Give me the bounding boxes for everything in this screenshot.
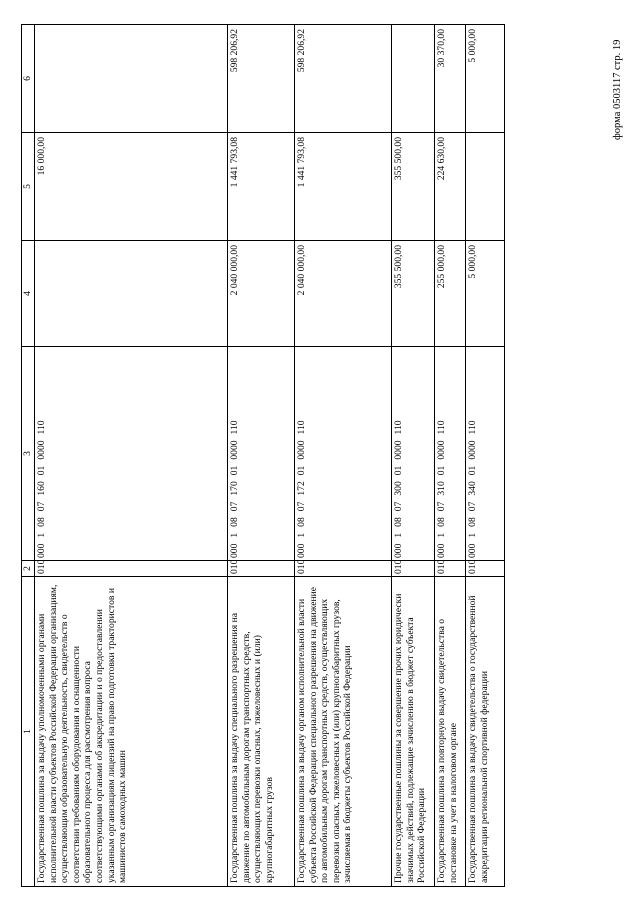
row-budget-code (466, 346, 505, 560)
budget-code-part: 0000 (229, 440, 240, 460)
row-description: Прочие государственные пошлины за совершение прочих юридически значимых действий, подлежащие зачислению в бюджет субъекта Российской Федерации (392, 577, 435, 887)
budget-code-part: 110 (436, 420, 447, 435)
budget-code-part: 1 (229, 532, 240, 538)
row-col5-value: 16 000,00 (35, 132, 228, 240)
budget-code-part: 110 (229, 420, 240, 435)
budget-code-part: 1 (467, 532, 478, 538)
budget-code-part: 08 (296, 517, 307, 527)
row-line-code: 010 (435, 561, 466, 577)
budget-code-part: 1 (36, 532, 47, 538)
row-line-code: 010 (35, 561, 228, 577)
budget-code-part: 000 (36, 543, 47, 558)
row-col4-value: 2 040 000,00 (228, 240, 295, 346)
row-budget-code (435, 346, 466, 560)
budget-code-part: 1 (296, 532, 307, 538)
column-header-4: 4 (22, 240, 35, 346)
budget-code-part: 110 (393, 420, 404, 435)
row-col6-value: 30 370,00 (435, 24, 466, 132)
row-col6-value: 5 000,00 (466, 24, 505, 132)
budget-code-part: 160 (36, 481, 47, 496)
column-header-3: 3 (22, 346, 35, 560)
budget-code-part: 000 (436, 543, 447, 558)
budget-code-part: 08 (229, 517, 240, 527)
budget-code-part: 07 (393, 501, 404, 512)
row-budget-code (295, 346, 392, 560)
budget-code-part: 000 (229, 543, 240, 558)
row-col4-value: 2 040 000,00 (295, 240, 392, 346)
row-col5-value: 1 441 793,08 (295, 132, 392, 240)
row-line-code: 010 (392, 561, 435, 577)
budget-code-part: 170 (229, 481, 240, 496)
row-description: Государственная пошлина за выдачу специального разрешения на движение по автомобильным дорогам транспортных средств, осуществляющих перевозки опасных, тяжеловесных и (или) крупногабаритных грузов (228, 577, 295, 887)
budget-code-part: 01 (296, 465, 307, 476)
row-description: Государственная пошлина за выдачу свидетельства о государственной аккредитации региональной спортивной федерации (466, 577, 505, 887)
row-budget-code (228, 346, 295, 560)
table-row (35, 24, 228, 886)
row-col4-value: 255 000,00 (435, 240, 466, 346)
budget-code-part: 01 (467, 465, 478, 476)
row-col5-value: 1 441 793,08 (228, 132, 295, 240)
budget-code-part: 08 (436, 517, 447, 527)
budget-code-part: 300 (393, 481, 404, 496)
column-header-6: 6 (22, 24, 35, 132)
row-col5-value (466, 132, 505, 240)
row-col4-value: 5 000,00 (466, 240, 505, 346)
row-description: Государственная пошлина за повторную выдачу свидетельства о постановке на учет в налоговом органе (435, 577, 466, 887)
row-col6-value (35, 24, 228, 132)
budget-code-part: 07 (36, 501, 47, 512)
row-line-code: 010 (228, 561, 295, 577)
budget-code-part: 07 (296, 501, 307, 512)
row-line-code: 010 (295, 561, 392, 577)
rotated-page (15, 20, 630, 890)
table-row (466, 24, 505, 886)
budget-code-part: 110 (296, 420, 307, 435)
budget-code-part: 08 (36, 517, 47, 527)
budget-code-part: 08 (467, 517, 478, 527)
budget-code-part: 01 (436, 465, 447, 476)
column-header-5: 5 (22, 132, 35, 240)
budget-code-part: 0000 (36, 440, 47, 460)
budget-code-part: 0000 (436, 440, 447, 460)
budget-code-part: 07 (467, 501, 478, 512)
column-header-1: 1 (22, 577, 35, 887)
header-row (22, 24, 35, 886)
budget-code-part: 172 (296, 481, 307, 496)
row-description: Государственная пошлина за выдачу уполномоченными органами исполнительной власти субъектов Российской Федерации организациям, осуществляющим образовательную деятельность, свидетельств о соответствии требованиям оборудования и оснащенности образовательного процесса для рассмотрения вопроса соответствующими органами об аккредитации и о предоставлении указанным организациям лицензий на право подготовки трактористов и машинистов самоходных машин (35, 577, 228, 887)
table-row (295, 24, 392, 886)
budget-code-part: 1 (393, 532, 404, 538)
form-label: форма 0503117 стр. 19 (612, 39, 623, 140)
row-col4-value: 355 500,00 (392, 240, 435, 346)
budget-code-part: 000 (467, 543, 478, 558)
budget-code-part: 08 (393, 517, 404, 527)
budget-code-part: 000 (393, 543, 404, 558)
budget-code-part: 000 (296, 543, 307, 558)
budget-code-part: 0000 (296, 440, 307, 460)
row-col5-value: 224 630,00 (435, 132, 466, 240)
budget-code-part: 01 (393, 465, 404, 476)
budget-code-part: 07 (229, 501, 240, 512)
budget-code-part: 110 (36, 420, 47, 435)
row-description: Государственная пошлина за выдачу органом исполнительной власти субъекта Российской Федерации специального разрешения на движение по автомобильным дорогам транспортных средств, осуществляющих перевозки опасных, тяжеловесных и (или) крупногабаритных грузов, зачисляемая в бюджеты субъектов Российской Федерации (295, 577, 392, 887)
row-col6-value: 598 206,92 (295, 24, 392, 132)
budget-code-part: 310 (436, 481, 447, 496)
row-budget-code (35, 346, 228, 560)
budget-code-part: 07 (436, 501, 447, 512)
table-row (228, 24, 295, 886)
report-table (21, 24, 505, 887)
budget-code-part: 01 (229, 465, 240, 476)
column-header-2: 2 (22, 561, 35, 577)
table-row (392, 24, 435, 886)
row-col6-value (392, 24, 435, 132)
row-col6-value: 598 206,92 (228, 24, 295, 132)
budget-code-part: 01 (36, 465, 47, 476)
budget-code-part: 0000 (467, 440, 478, 460)
row-budget-code (392, 346, 435, 560)
table-row (435, 24, 466, 886)
row-line-code: 010 (466, 561, 505, 577)
budget-code-part: 1 (436, 532, 447, 538)
budget-code-part: 340 (467, 481, 478, 496)
budget-code-part: 110 (467, 420, 478, 435)
row-col4-value (35, 240, 228, 346)
row-col5-value: 355 500,00 (392, 132, 435, 240)
budget-code-part: 0000 (393, 440, 404, 460)
